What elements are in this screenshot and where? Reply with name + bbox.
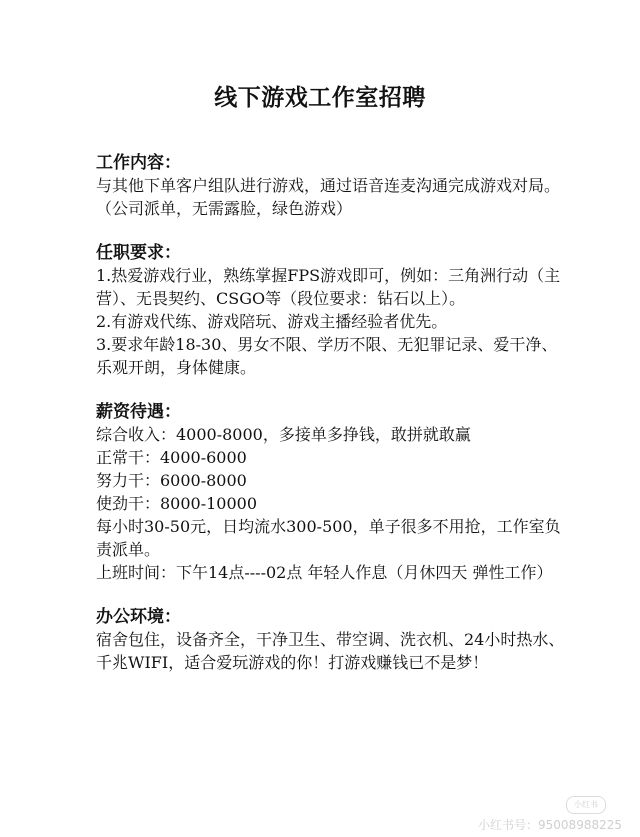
section-line: 与其他下单客户组队进行游戏，通过语音连麦沟通完成游戏对局。（公司派单，无需露脸，绿色游戏） [96, 176, 561, 218]
section-line: 宿舍包住，设备齐全，干净卫生、带空调、洗衣机、24小时热水、千兆WIFI，适合爱玩游戏的你！打游戏赚钱已不是梦！ [96, 630, 565, 672]
section-line: 3.要求年龄18-30、男女不限、学历不限、无犯罪记录、爱干净、乐观开朗，身体健康。 [96, 335, 558, 377]
section-job-content [96, 152, 566, 220]
section-heading: 办公环境： [96, 607, 181, 627]
section-office-environment [96, 606, 566, 674]
section-heading: 薪资待遇： [96, 402, 181, 422]
page-title: 线下游戏工作室招聘 [214, 85, 426, 111]
section-heading: 任职要求： [96, 243, 181, 263]
section-line: 每小时30-50元，日均流水300-500，单子很多不用抢，工作室负责派单。 [96, 517, 561, 559]
section-line: 2.有游戏代练、游戏陪玩、游戏主播经验者优先。 [96, 312, 448, 331]
watermark-id: 小红书号：95008988225 [478, 818, 622, 832]
watermark-logo: 小红书 [566, 796, 606, 814]
section-line: 1.热爱游戏行业，熟练掌握FPS游戏即可，例如：三角洲行动（主营）、无畏契约、CSGO等（段位要求：钻石以上）。 [96, 266, 561, 308]
section-line: 努力干：6000-8000 [96, 471, 247, 490]
section-requirements [96, 242, 566, 379]
section-heading: 工作内容： [96, 153, 181, 173]
section-salary [96, 401, 566, 584]
section-line: 上班时间：下午14点----02点 年轻人作息（月休四天 弹性工作） [96, 563, 553, 582]
section-line: 使劲干：8000-10000 [96, 494, 258, 513]
section-line: 综合收入：4000-8000，多接单多挣钱，敢拼就敢赢 [96, 425, 471, 444]
section-line: 正常干：4000-6000 [96, 448, 247, 467]
content-body [96, 152, 566, 696]
